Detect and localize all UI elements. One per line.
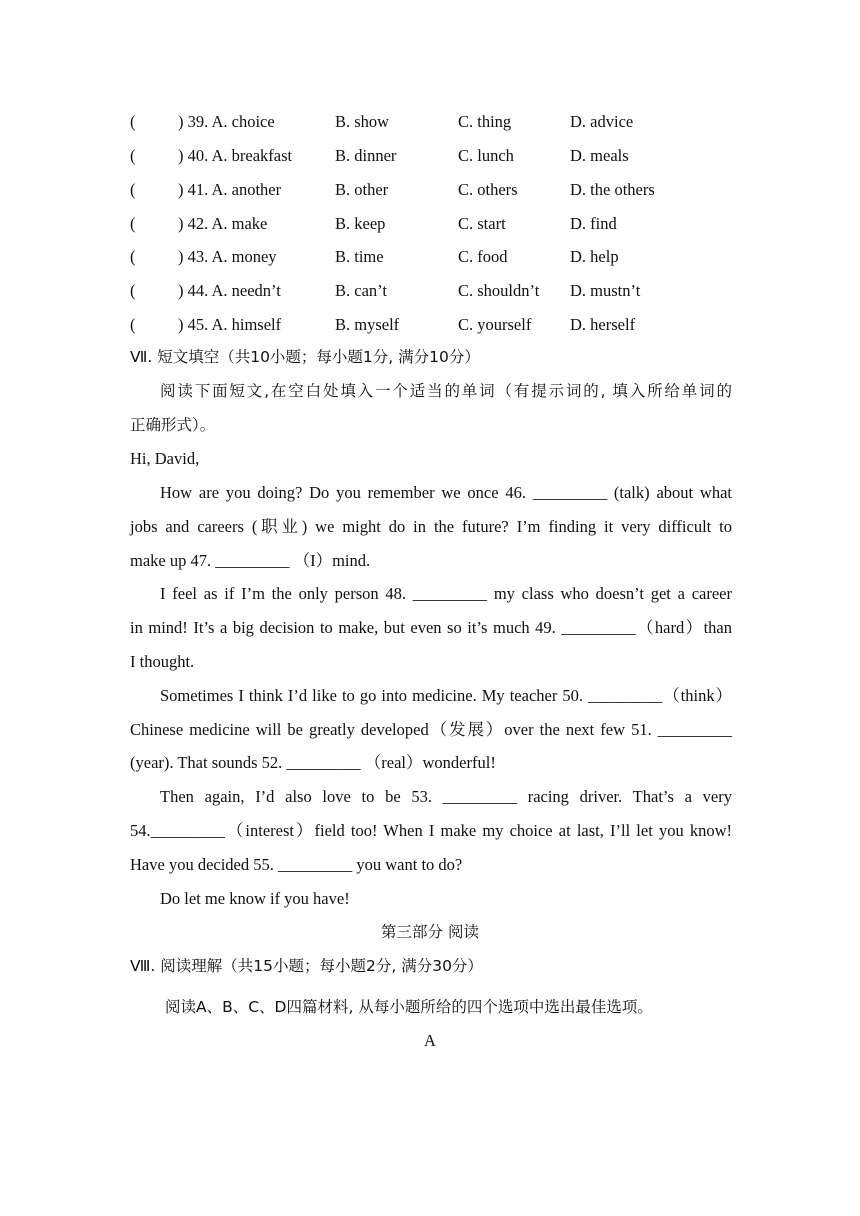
section7-instruction-cont: 正确形式）。 <box>130 416 216 434</box>
section7-instruction: 阅读下面短文,在空白处填入一个适当的单词（有提示词的, 填入所给单词的 <box>160 382 732 400</box>
answer-paren: ( <box>130 315 136 334</box>
passage-line: Then again, I’d also love to be 53. _________ racing driver. That’s a very <box>160 787 732 806</box>
option-a: ) 40. A. breakfast <box>178 146 293 165</box>
passage-line: I thought. <box>130 652 195 671</box>
passage-line: I feel as if I’m the only person 48. _________ my class who doesn’t get a career <box>160 584 732 603</box>
option-a: ) 43. A. money <box>178 247 277 266</box>
option-a: ) 39. A. choice <box>178 112 275 131</box>
option-a: ) 41. A. another <box>178 180 282 199</box>
option-c: C. shouldn’t <box>458 281 540 300</box>
option-c: C. thing <box>458 112 512 131</box>
option-b: B. show <box>335 112 390 131</box>
answer-paren: ( <box>130 214 136 233</box>
passage-line: (year). That sounds 52. _________ （real）wonderful! <box>130 753 496 772</box>
part3-title: 第三部分 阅读 <box>381 923 479 941</box>
option-c: C. lunch <box>458 146 514 165</box>
section8-instruction: 阅读A、B、C、D四篇材料, 从每小题所给的四个选项中选出最佳选项。 <box>165 998 653 1016</box>
option-b: B. other <box>335 180 389 199</box>
section7-heading: Ⅶ. 短文填空（共10小题；每小题1分, 满分10分） <box>130 348 480 366</box>
passage-line: Sometimes I think I’d like to go into medicine. My teacher 50. _________（think） <box>160 686 732 705</box>
answer-paren: ( <box>130 247 136 266</box>
passage-line: in mind! It’s a big decision to make, but even so it’s much 49. _________（hard）than <box>130 618 732 637</box>
option-b: B. dinner <box>335 146 397 165</box>
passage-line: make up 47. _________ （I）mind. <box>130 551 371 570</box>
passage-label: A <box>424 1031 436 1050</box>
option-b: B. time <box>335 247 384 266</box>
option-d: D. meals <box>570 146 629 165</box>
answer-paren: ( <box>130 180 136 199</box>
option-c: C. start <box>458 214 506 233</box>
letter-greeting: Hi, David, <box>130 449 200 468</box>
option-d: D. help <box>570 247 619 266</box>
option-d: D. mustn’t <box>570 281 641 300</box>
option-a: ) 42. A. make <box>178 214 268 233</box>
option-b: B. myself <box>335 315 400 334</box>
option-c: C. others <box>458 180 518 199</box>
option-d: D. advice <box>570 112 634 131</box>
option-a: ) 44. A. needn’t <box>178 281 281 300</box>
passage-line: Chinese medicine will be greatly developed（发展）over the next few 51. _________ <box>130 720 732 739</box>
option-d: D. find <box>570 214 617 233</box>
passage-line: How are you doing? Do you remember we once 46. _________ (talk) about what <box>160 483 732 502</box>
option-a: ) 45. A. himself <box>178 315 282 334</box>
option-d: D. the others <box>570 180 655 199</box>
passage-line: Do let me know if you have! <box>160 889 350 908</box>
option-c: C. yourself <box>458 315 532 334</box>
answer-paren: ( <box>130 112 136 131</box>
option-b: B. can’t <box>335 281 387 300</box>
passage-line: 54._________（interest）field too! When I make my choice at last, I’ll let you know! <box>130 821 732 840</box>
option-c: C. food <box>458 247 508 266</box>
section8-heading: Ⅷ. 阅读理解（共15小题；每小题2分, 满分30分） <box>130 957 483 975</box>
option-b: B. keep <box>335 214 386 233</box>
passage-line: jobs and careers (职业) we might do in the future? I’m finding it very difficult to <box>130 517 732 536</box>
option-d: D. herself <box>570 315 636 334</box>
answer-paren: ( <box>130 281 136 300</box>
answer-paren: ( <box>130 146 136 165</box>
passage-line: Have you decided 55. _________ you want to do? <box>130 855 463 874</box>
